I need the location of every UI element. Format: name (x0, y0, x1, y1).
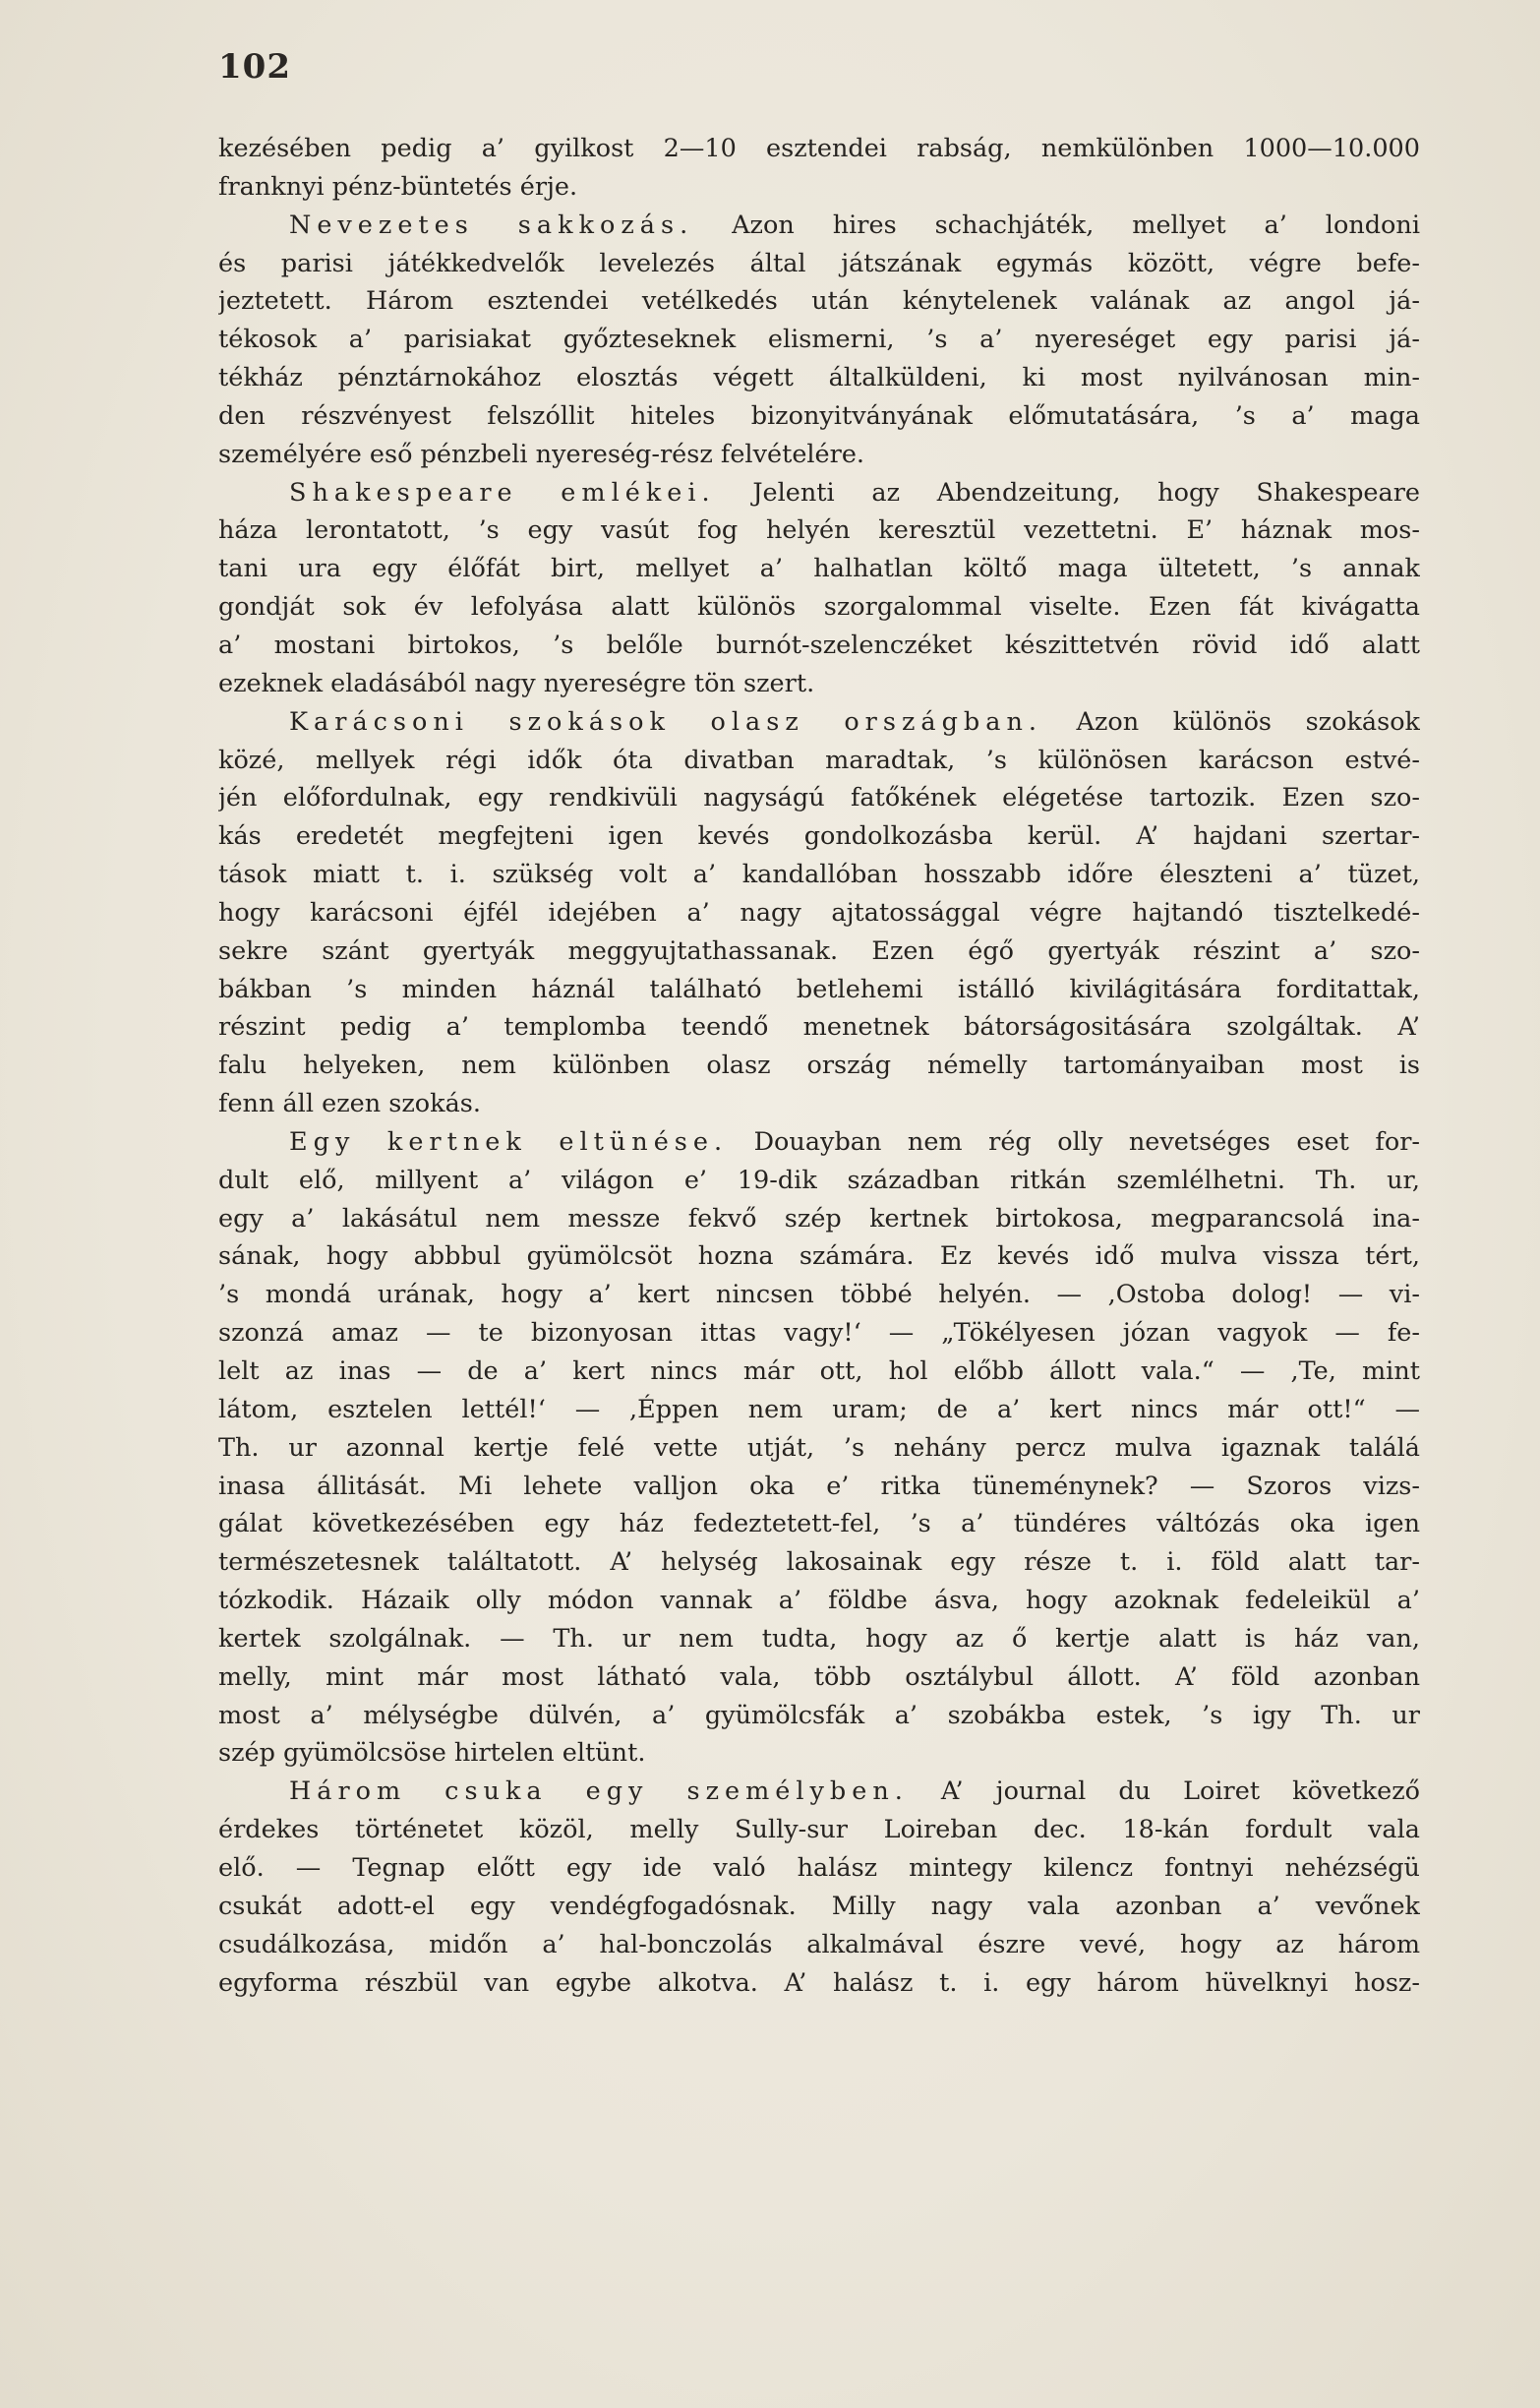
text-segment: Azon hires schachjáték, mellyet a’ londoni (693, 210, 1420, 240)
text-line (218, 779, 1420, 817)
text-line (218, 1658, 1420, 1697)
text-line (218, 1391, 1420, 1429)
text-segment: Azon különös szokások (1041, 706, 1420, 737)
text-segment: elő. — Tegnap előtt egy ide való halász mintegy kilencz fontnyi nehézségü (218, 1852, 1420, 1883)
article-heading-line (218, 1773, 1420, 1811)
text-line (218, 436, 1420, 474)
text-segment: látom, esztelen lettél!‘ — ,Éppen nem uram; de a’ kert nincs már ott!“ — (218, 1394, 1420, 1424)
text-line (218, 1888, 1420, 1926)
text-line (218, 856, 1420, 894)
text-line (218, 1505, 1420, 1543)
body-text (218, 130, 1420, 2002)
text-line (218, 512, 1420, 550)
text-segment: részint pedig a’ templomba teendő menetnek bátorságositására szolgáltak. A’ (218, 1012, 1420, 1043)
text-line (218, 168, 1420, 207)
text-segment: közé, mellyek régi idők óta divatban maradtak, ’s különösen karácson estvé- (218, 745, 1420, 775)
text-segment: most a’ mélységbe dülvén, a’ gyümölcsfák a’ szobákba estek, ’s igy Th. ur (218, 1700, 1420, 1730)
text-segment: sának, hogy abbbul gyümölcsöt hozna számára. Ez kevés idő mulva vissza tért, (218, 1241, 1420, 1272)
text-segment: jeztetett. Három esztendei vetélkedés után kénytelenek valának az angol já- (218, 286, 1420, 317)
text-segment: hogy karácsoni éjfél idejében a’ nagy ajtatossággal végre hajtandó tisztelkedé- (218, 897, 1420, 928)
text-segment: Douayban nem rég olly nevetséges eset for- (728, 1126, 1420, 1157)
text-line (218, 397, 1420, 436)
text-line (218, 742, 1420, 780)
text-segment: franknyi pénz-büntetés érje. (218, 171, 578, 202)
text-line (218, 665, 1420, 703)
text-segment: egy a’ lakásátul nem messze fekvő szép kertnek birtokosa, megparancsolá ina- (218, 1203, 1420, 1234)
text-line (218, 817, 1420, 856)
text-line (218, 588, 1420, 627)
text-line (218, 1811, 1420, 1849)
text-segment: és parisi játékkedvelők levelezés által játszának egymás között, végre befe- (218, 248, 1420, 278)
text-segment: érdekes történetet közöl, melly Sully-sur Loireban dec. 18-kán fordult vala (218, 1815, 1420, 1845)
text-segment: szép gyümölcsöse hirtelen eltünt. (218, 1738, 646, 1769)
article-title: Egy kertnek eltünése. (289, 1126, 729, 1157)
text-line (218, 1237, 1420, 1276)
text-line (218, 1008, 1420, 1047)
text-line (218, 1047, 1420, 1085)
page-number: 102 (218, 47, 291, 87)
text-segment: inasa állitását. Mi lehete valljon oka e’ ritka tüneménynek? — Szoros vizs- (218, 1471, 1420, 1501)
article-heading-line (218, 1123, 1420, 1162)
text-line (218, 1468, 1420, 1506)
text-line (218, 627, 1420, 665)
text-line (218, 1162, 1420, 1200)
text-line (218, 130, 1420, 168)
article-title: Három csuka egy személyben. (289, 1776, 909, 1807)
text-segment: Th. ur azonnal kertje felé vette utját, ’s nehány percz mulva igaznak találá (218, 1432, 1420, 1463)
text-line (218, 245, 1420, 283)
text-segment: tékosok a’ parisiakat győzteseknek elismerni, ’s a’ nyereséget egy parisi já- (218, 325, 1420, 355)
text-line (218, 550, 1420, 588)
text-segment: bákban ’s minden háznál található betlehemi istálló kivilágitására forditattak, (218, 974, 1420, 1004)
text-segment: fenn áll ezen szokás. (218, 1089, 481, 1119)
text-line (218, 1085, 1420, 1123)
text-segment: csudálkozása, midőn a’ hal-bonczolás alkalmával észre vevé, hogy az három (218, 1929, 1420, 1959)
text-line (218, 1276, 1420, 1314)
text-segment: gálat következésében egy ház fedeztetett-fel, ’s a’ tündéres váltózás oka igen (218, 1509, 1420, 1539)
text-line (218, 894, 1420, 933)
text-line (218, 1964, 1420, 2003)
article-heading-line (218, 474, 1420, 512)
text-line (218, 933, 1420, 971)
text-segment: csukát adott-el egy vendégfogadósnak. Milly nagy vala azonban a’ vevőnek (218, 1891, 1420, 1921)
text-segment: szonzá amaz — te bizonyosan ittas vagy!‘ — „Tökélyesen józan vagyok — fe- (218, 1318, 1420, 1349)
text-line (218, 971, 1420, 1009)
text-line (218, 1582, 1420, 1620)
text-segment: kezésében pedig a’ gyilkost 2—10 esztendei rabság, nemkülönben 1000—10.000 (218, 134, 1420, 163)
text-segment: melly, mint már most látható vala, több osztálybul állott. A’ föld azonban (218, 1661, 1420, 1692)
text-segment: ezeknek eladásából nagy nyereségre tön szert. (218, 668, 815, 698)
text-line (218, 1200, 1420, 1238)
text-segment: ’s mondá urának, hogy a’ kert nincsen többé helyén. — ,Ostoba dolog! — vi- (218, 1280, 1420, 1310)
text-line (218, 1543, 1420, 1582)
text-line (218, 1849, 1420, 1888)
text-segment: háza lerontatott, ’s egy vasút fog helyén keresztül vezettetni. E’ háznak mos- (218, 515, 1420, 546)
text-line (218, 1926, 1420, 1964)
article-title: Shakespeare emlékei. (289, 477, 716, 508)
text-line (218, 1734, 1420, 1773)
article-title: Nevezetes sakkozás. (289, 210, 694, 240)
article-title: Karácsoni szokások olasz országban. (289, 706, 1042, 737)
article-heading-line (218, 703, 1420, 742)
text-segment: a’ mostani birtokos, ’s belőle burnót-szelenczéket készittetvén rövid idő alatt (218, 630, 1420, 660)
text-segment: Jelenti az Abendzeitung, hogy Shakespeare (715, 477, 1420, 508)
text-segment: tékház pénztárnokához elosztás végett általküldeni, ki most nyilvánosan min- (218, 363, 1420, 393)
text-line (218, 321, 1420, 359)
text-segment: falu helyeken, nem különben olasz ország némelly tartományaiban most is (218, 1051, 1420, 1081)
text-segment: jén előfordulnak, egy rendkivüli nagyságú fatőkének elégetése tartozik. Ezen szo- (218, 783, 1420, 813)
text-segment: tózkodik. Házaik olly módon vannak a’ földbe ásva, hogy azoknak fedeleikül a’ (218, 1586, 1420, 1616)
text-segment: gondját sok év lefolyása alatt különös szorgalommal viselte. Ezen fát kivágatta (218, 592, 1420, 623)
text-segment: személyére eső pénzbeli nyereség-rész felvételére. (218, 439, 865, 469)
text-segment: lelt az inas — de a’ kert nincs már ott, hol előbb állott vala.“ — ,Te, mint (218, 1356, 1420, 1386)
text-line (218, 1314, 1420, 1353)
text-line (218, 1353, 1420, 1391)
article-heading-line (218, 207, 1420, 245)
text-segment: dult elő, millyent a’ világon e’ 19-dik században ritkán szemlélhetni. Th. ur, (218, 1165, 1420, 1195)
text-line (218, 1620, 1420, 1658)
text-segment: kás eredetét megfejteni igen kevés gondolkozásba kerül. A’ hajdani szertar- (218, 821, 1420, 852)
text-line (218, 282, 1420, 321)
text-segment: kertek szolgálnak. — Th. ur nem tudta, hogy az ő kertje alatt is ház van, (218, 1623, 1420, 1654)
text-segment: A’ journal du Loiret következő (908, 1776, 1420, 1807)
text-line (218, 359, 1420, 397)
text-line (218, 1697, 1420, 1735)
text-segment: tani ura egy élőfát birt, mellyet a’ halhatlan költő maga ültetett, ’s annak (218, 554, 1420, 584)
text-segment: természetesnek találtatott. A’ helység lakosainak egy része t. i. föld alatt tar- (218, 1547, 1420, 1578)
text-line (218, 1429, 1420, 1468)
text-segment: egyforma részbül van egybe alkotva. A’ halász t. i. egy három hüvelknyi hosz- (218, 1967, 1420, 1998)
text-segment: den részvényest felszóllit hiteles bizonyitványának előmutatására, ’s a’ maga (218, 400, 1420, 431)
text-segment: sekre szánt gyertyák meggyujtathassanak. Ezen égő gyertyák részint a’ szo- (218, 935, 1420, 966)
text-segment: tások miatt t. i. szükség volt a’ kandallóban hosszabb időre éleszteni a’ tüzet, (218, 860, 1420, 890)
